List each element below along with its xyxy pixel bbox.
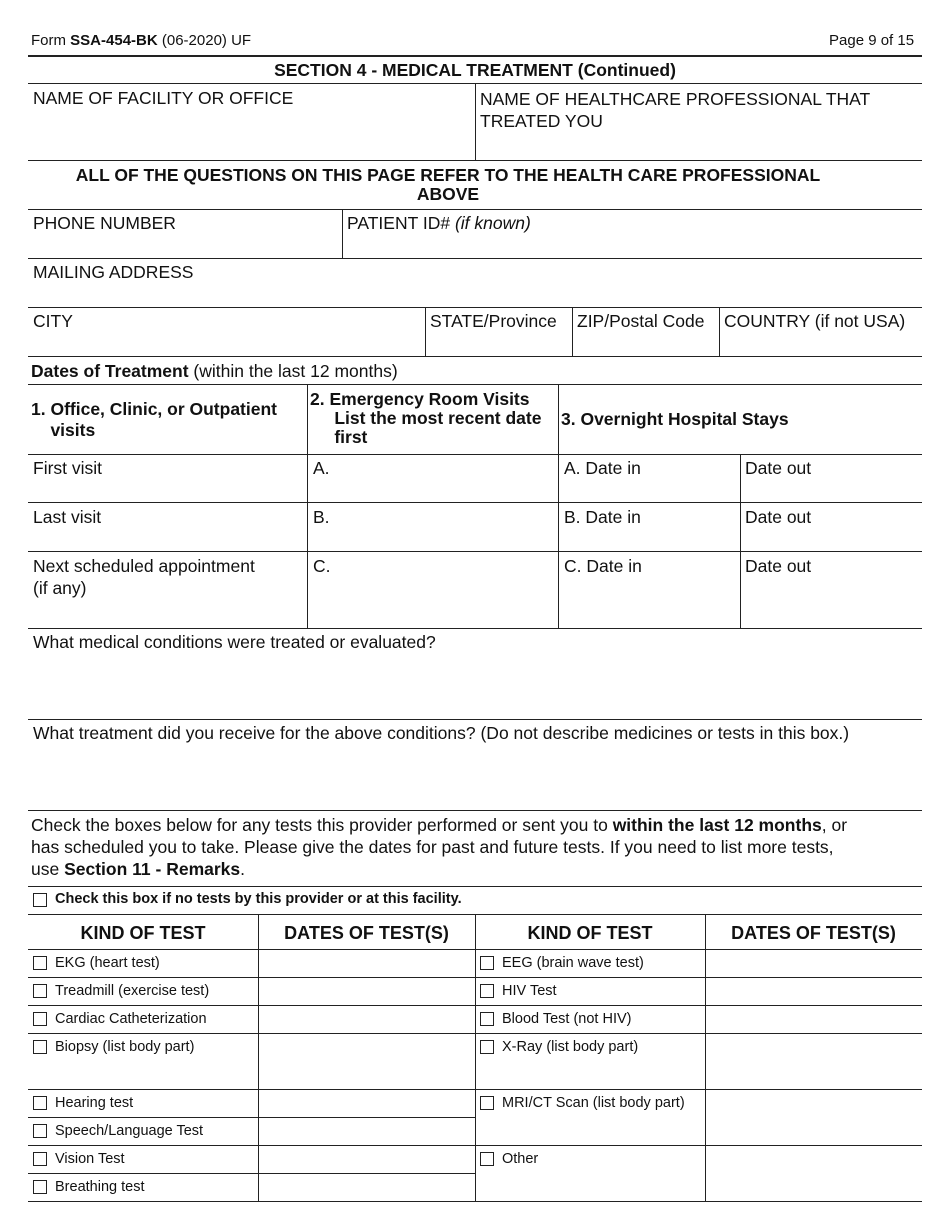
next-appointment-field[interactable]: Next scheduled appointment (if any)	[33, 556, 255, 598]
col-office-visits-header: 1. Office, Clinic, or Outpatient visits	[31, 399, 277, 440]
col-hospital-stays-header: 3. Overnight Hospital Stays	[561, 409, 789, 429]
dates-of-treatment-title: Dates of Treatment (within the last 12 months)	[31, 361, 398, 381]
bottom-rule	[28, 1201, 922, 1202]
biopsy-checkbox[interactable]	[33, 1040, 47, 1054]
er-visit-c-field[interactable]: C.	[313, 556, 331, 576]
date-out-c-field[interactable]: Date out	[745, 556, 812, 576]
date-out-b-field[interactable]: Date out	[745, 507, 812, 527]
cardiac-catheterization-checkbox[interactable]	[33, 1012, 47, 1026]
divider	[558, 384, 559, 628]
divider	[705, 914, 706, 1202]
divider	[28, 1173, 475, 1174]
kind-of-test-header-left: KIND OF TEST	[80, 923, 206, 943]
divider	[28, 384, 922, 385]
divider	[28, 810, 922, 811]
divider	[28, 977, 475, 978]
facility-name-field[interactable]: NAME OF FACILITY OR OFFICE	[33, 88, 294, 108]
date-in-a-field[interactable]: A. Date in	[564, 458, 641, 478]
country-field[interactable]: COUNTRY (if not USA)	[724, 311, 906, 331]
divider	[28, 1117, 475, 1118]
section-title: SECTION 4 - MEDICAL TREATMENT (Continued)	[274, 60, 676, 80]
top-rule	[28, 55, 922, 57]
divider	[475, 914, 476, 1202]
vision-test-checkbox[interactable]	[33, 1152, 47, 1166]
treatment-question-field[interactable]: What treatment did you receive for the above conditions? (Do not describe medicines or tests in this box.)	[33, 723, 850, 743]
divider	[719, 307, 720, 356]
divider	[475, 83, 476, 160]
xray-label: X-Ray (list body part)	[502, 1039, 639, 1055]
divider	[28, 949, 922, 950]
er-visit-a-field[interactable]: A.	[313, 458, 330, 478]
divider	[28, 1145, 475, 1146]
divider	[307, 384, 308, 628]
speech-language-test-label: Speech/Language Test	[55, 1123, 204, 1139]
city-field[interactable]: CITY	[33, 311, 73, 331]
other-test-checkbox[interactable]	[480, 1152, 494, 1166]
divider	[425, 307, 426, 356]
blood-test-checkbox[interactable]	[480, 1012, 494, 1026]
divider	[28, 551, 922, 552]
divider	[258, 914, 259, 1202]
hearing-test-label: Hearing test	[55, 1095, 134, 1111]
notice: ALL OF THE QUESTIONS ON THIS PAGE REFER TO THE HEALTH CARE PROFESSIONAL ABOVE	[75, 165, 821, 204]
divider	[28, 886, 922, 887]
divider	[28, 1033, 475, 1034]
ekg-label: EKG (heart test)	[55, 955, 160, 971]
speech-language-test-checkbox[interactable]	[33, 1124, 47, 1138]
col-er-visits-header: 2. Emergency Room Visits List the most recent date first	[310, 389, 542, 447]
date-out-a-field[interactable]: Date out	[745, 458, 812, 478]
divider	[28, 628, 922, 629]
kind-of-test-header-right: KIND OF TEST	[527, 923, 653, 943]
phone-number-field[interactable]: PHONE NUMBER	[33, 213, 176, 233]
divider	[28, 502, 922, 503]
form-number: Form SSA-454-BK (06-2020) UF	[31, 32, 252, 49]
tests-instructions: Check the boxes below for any tests this provider performed or sent you to within the last 12 months, or has scheduled you to take. Please give the dates for past and future tests. If you need to list more tests, use Section 11 - Remarks.	[31, 815, 848, 879]
mri-ct-scan-label: MRI/CT Scan (list body part)	[502, 1095, 685, 1111]
divider	[28, 1089, 475, 1090]
no-tests-checkbox[interactable]	[33, 893, 47, 907]
divider	[475, 1005, 922, 1006]
other-test-label: Other	[502, 1151, 539, 1167]
xray-checkbox[interactable]	[480, 1040, 494, 1054]
er-visit-b-field[interactable]: B.	[313, 507, 330, 527]
divider	[475, 1089, 922, 1090]
cardiac-catheterization-label: Cardiac Catheterization	[55, 1011, 207, 1027]
mailing-address-field[interactable]: MAILING ADDRESS	[33, 262, 194, 282]
patient-id-field[interactable]: PATIENT ID# (if known)	[347, 213, 531, 233]
zip-field[interactable]: ZIP/Postal Code	[577, 311, 705, 331]
biopsy-label: Biopsy (list body part)	[55, 1039, 195, 1055]
first-visit-field[interactable]: First visit	[33, 458, 103, 478]
treadmill-checkbox[interactable]	[33, 984, 47, 998]
divider	[28, 307, 922, 308]
professional-name-field[interactable]: NAME OF HEALTHCARE PROFESSIONAL THAT TREATED YOU	[480, 89, 871, 131]
divider	[475, 977, 922, 978]
breathing-test-label: Breathing test	[55, 1179, 145, 1195]
ekg-checkbox[interactable]	[33, 956, 47, 970]
divider	[475, 1033, 922, 1034]
divider	[28, 209, 922, 210]
vision-test-label: Vision Test	[55, 1151, 125, 1167]
state-field[interactable]: STATE/Province	[430, 311, 557, 331]
breathing-test-checkbox[interactable]	[33, 1180, 47, 1194]
treadmill-label: Treadmill (exercise test)	[55, 983, 210, 999]
divider	[28, 1005, 475, 1006]
hearing-test-checkbox[interactable]	[33, 1096, 47, 1110]
divider	[28, 160, 922, 161]
mri-ct-scan-checkbox[interactable]	[480, 1096, 494, 1110]
eeg-checkbox[interactable]	[480, 956, 494, 970]
eeg-label: EEG (brain wave test)	[502, 955, 644, 971]
hiv-test-label: HIV Test	[502, 983, 557, 999]
divider	[342, 209, 343, 258]
divider	[28, 258, 922, 259]
divider	[28, 454, 922, 455]
divider	[572, 307, 573, 356]
no-tests-label: Check this box if no tests by this provider or at this facility.	[55, 891, 462, 907]
hiv-test-checkbox[interactable]	[480, 984, 494, 998]
page-number: Page 9 of 15	[829, 32, 915, 49]
divider	[740, 454, 741, 628]
blood-test-label: Blood Test (not HIV)	[502, 1011, 632, 1027]
divider	[28, 356, 922, 357]
date-in-c-field[interactable]: C. Date in	[564, 556, 642, 576]
dates-of-test-header-left: DATES OF TEST(S)	[284, 923, 449, 943]
last-visit-field[interactable]: Last visit	[33, 507, 102, 527]
divider	[475, 1145, 922, 1146]
divider	[28, 719, 922, 720]
conditions-question-field[interactable]: What medical conditions were treated or evaluated?	[33, 632, 436, 652]
dates-of-test-header-right: DATES OF TEST(S)	[731, 923, 896, 943]
date-in-b-field[interactable]: B. Date in	[564, 507, 641, 527]
